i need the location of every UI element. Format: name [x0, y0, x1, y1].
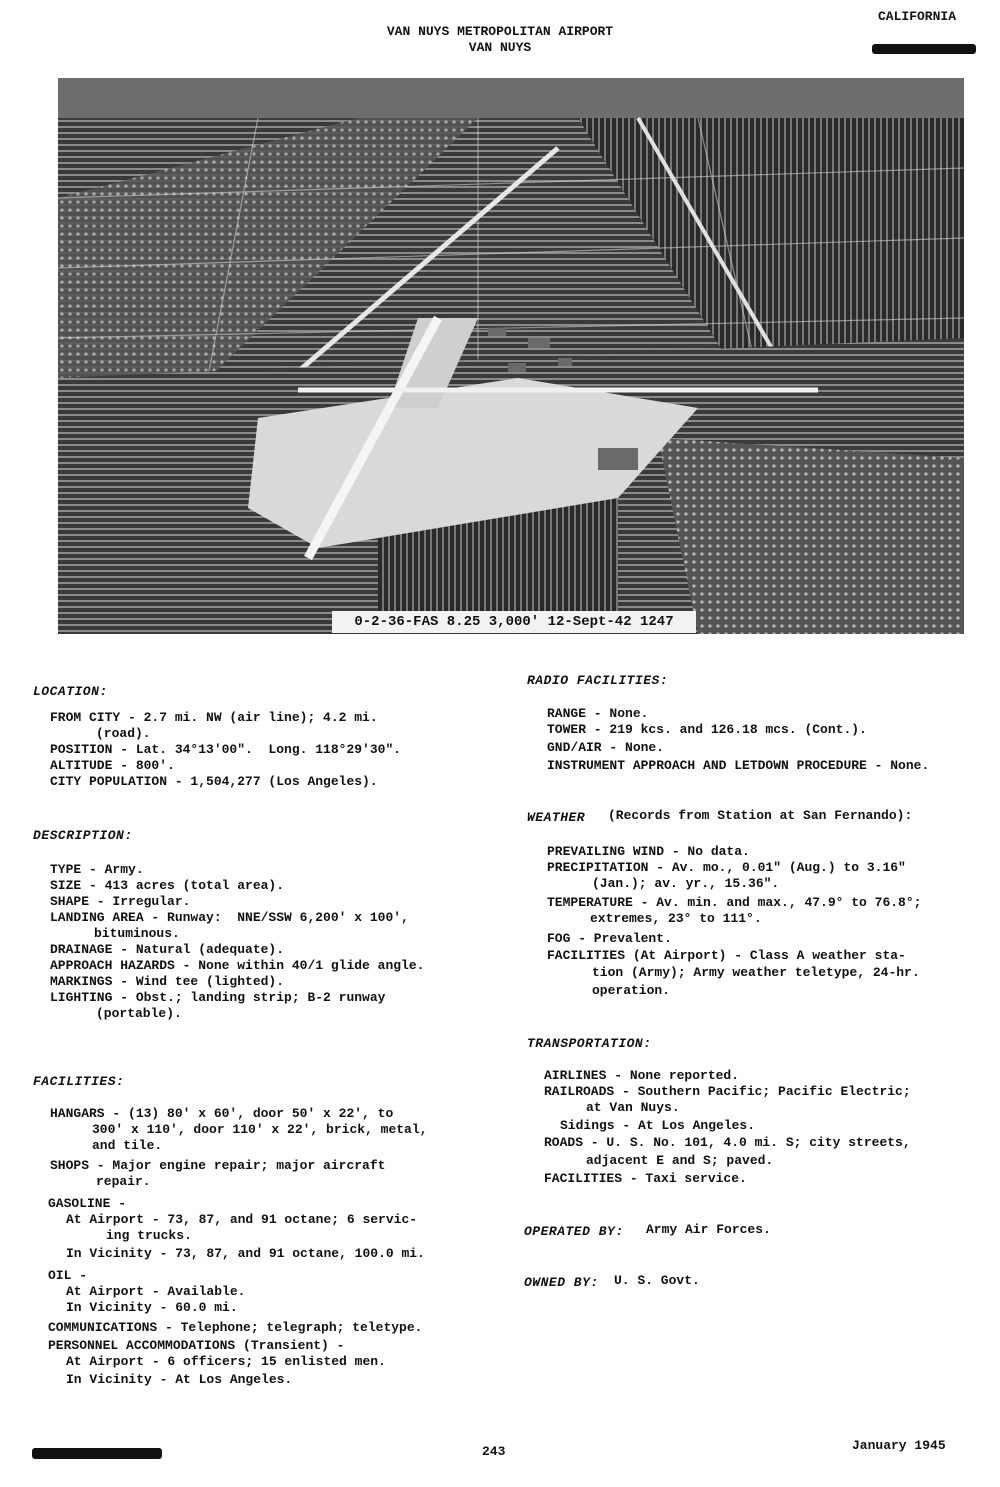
transportation-line-5: ROADS - U. S. No. 101, 4.0 mi. S; city streets, — [544, 1135, 911, 1150]
facilities-line-6: GASOLINE - — [48, 1196, 127, 1211]
facilities-line-4: SHOPS - Major engine repair; major aircraft — [50, 1158, 386, 1173]
facilities-line-13: COMMUNICATIONS - Telephone; telegraph; teletype. — [48, 1320, 423, 1335]
description-line-3: SHAPE - Irregular. — [50, 894, 191, 909]
description-line-10: (portable). — [96, 1006, 182, 1021]
facilities-line-7: At Airport - 73, 87, and 91 octane; 6 servic- — [66, 1212, 418, 1227]
facilities-heading: FACILITIES: — [33, 1074, 125, 1089]
owned-by-value: U. S. Govt. — [614, 1273, 700, 1288]
description-line-4: LANDING AREA - Runway: NNE/SSW 6,200' x 100', — [50, 910, 409, 925]
weather-line-5: extremes, 23° to 111°. — [590, 911, 762, 926]
transportation-line-7: FACILITIES - Taxi service. — [544, 1171, 747, 1186]
radio-heading: RADIO FACILITIES: — [527, 673, 669, 688]
state-label: CALIFORNIA — [878, 9, 957, 24]
transportation-line-3: at Van Nuys. — [586, 1100, 680, 1115]
redaction-mark-top — [872, 44, 976, 54]
facilities-line-12: In Vicinity - 60.0 mi. — [66, 1300, 238, 1315]
facilities-line-2: 300' x 110', door 110' x 22', brick, metal, — [92, 1122, 428, 1137]
airport-title: VAN NUYS METROPOLITAN AIRPORT — [386, 24, 614, 39]
description-line-9: LIGHTING - Obst.; landing strip; B-2 runway — [50, 990, 386, 1005]
facilities-line-14: PERSONNEL ACCOMMODATIONS (Transient) - — [48, 1338, 345, 1353]
radio-line-2: TOWER - 219 kcs. and 126.18 mcs. (Cont.). — [547, 722, 867, 737]
transportation-line-1: AIRLINES - None reported. — [544, 1068, 740, 1083]
facilities-line-16: In Vicinity - At Los Angeles. — [66, 1372, 293, 1387]
description-line-1: TYPE - Army. — [50, 862, 144, 877]
facilities-line-1: HANGARS - (13) 80' x 60', door 50' x 22', to — [50, 1106, 394, 1121]
description-line-6: DRAINAGE - Natural (adequate). — [50, 942, 285, 957]
facilities-line-10: OIL - — [48, 1268, 88, 1283]
transportation-line-2: RAILROADS - Southern Pacific; Pacific Electric; — [544, 1084, 911, 1099]
photo-caption: 0-2-36-FAS 8.25 3,000' 12-Sept-42 1247 — [332, 611, 696, 633]
location-line-1: FROM CITY - 2.7 mi. NW (air line); 4.2 mi. — [50, 710, 378, 725]
description-line-7: APPROACH HAZARDS - None within 40/1 glide angle. — [50, 958, 425, 973]
location-line-3: POSITION - Lat. 34°13'00". Long. 118°29'30". — [50, 742, 402, 757]
weather-line-3: (Jan.); av. yr., 15.36". — [592, 876, 780, 891]
owned-by-label: OWNED BY: — [524, 1275, 599, 1290]
weather-line-1: PREVAILING WIND - No data. — [547, 844, 750, 859]
radio-line-1: RANGE - None. — [547, 706, 649, 721]
footer-date: January 1945 — [852, 1438, 946, 1453]
radio-line-4: INSTRUMENT APPROACH AND LETDOWN PROCEDURE - None. — [547, 758, 930, 773]
facilities-line-11: At Airport - Available. — [66, 1284, 246, 1299]
city-subtitle: VAN NUYS — [468, 40, 532, 55]
aerial-photo — [58, 78, 964, 634]
operated-by-label: OPERATED BY: — [524, 1224, 624, 1239]
weather-line-6: FOG - Prevalent. — [547, 931, 672, 946]
transportation-line-6: adjacent E and S; paved. — [586, 1153, 774, 1168]
page-number: 243 — [482, 1444, 506, 1459]
location-line-4: ALTITUDE - 800'. — [50, 758, 175, 773]
location-line-2: (road). — [96, 726, 151, 741]
description-line-8: MARKINGS - Wind tee (lighted). — [50, 974, 285, 989]
weather-line-2: PRECIPITATION - Av. mo., 0.01" (Aug.) to 3.16" — [547, 860, 906, 875]
aerial-photo-drawing — [58, 78, 964, 634]
facilities-line-8: ing trucks. — [106, 1228, 192, 1243]
transportation-heading: TRANSPORTATION: — [527, 1036, 652, 1051]
description-heading: DESCRIPTION: — [33, 828, 133, 843]
location-heading: LOCATION: — [33, 684, 108, 699]
facilities-line-9: In Vicinity - 73, 87, and 91 octane, 100.0 mi. — [66, 1246, 425, 1261]
weather-heading: WEATHER — [527, 810, 586, 825]
weather-line-9: operation. — [592, 983, 671, 998]
transportation-line-4: Sidings - At Los Angeles. — [560, 1118, 756, 1133]
weather-note: (Records from Station at San Fernando): — [608, 808, 913, 823]
facilities-line-5: repair. — [96, 1174, 151, 1189]
operated-by-value: Army Air Forces. — [646, 1222, 771, 1237]
location-line-5: CITY POPULATION - 1,504,277 (Los Angeles). — [50, 774, 378, 789]
description-line-5: bituminous. — [94, 926, 180, 941]
weather-line-4: TEMPERATURE - Av. min. and max., 47.9° to 76.8°; — [547, 895, 922, 910]
document-header — [0, 24, 1000, 56]
weather-line-7: FACILITIES (At Airport) - Class A weather sta- — [547, 948, 906, 963]
facilities-line-15: At Airport - 6 officers; 15 enlisted men. — [66, 1354, 386, 1369]
weather-line-8: tion (Army); Army weather teletype, 24-hr. — [592, 965, 920, 980]
facilities-line-3: and tile. — [92, 1138, 163, 1153]
description-line-2: SIZE - 413 acres (total area). — [50, 878, 285, 893]
radio-line-3: GND/AIR - None. — [547, 740, 665, 755]
redaction-mark-bottom — [32, 1448, 162, 1459]
